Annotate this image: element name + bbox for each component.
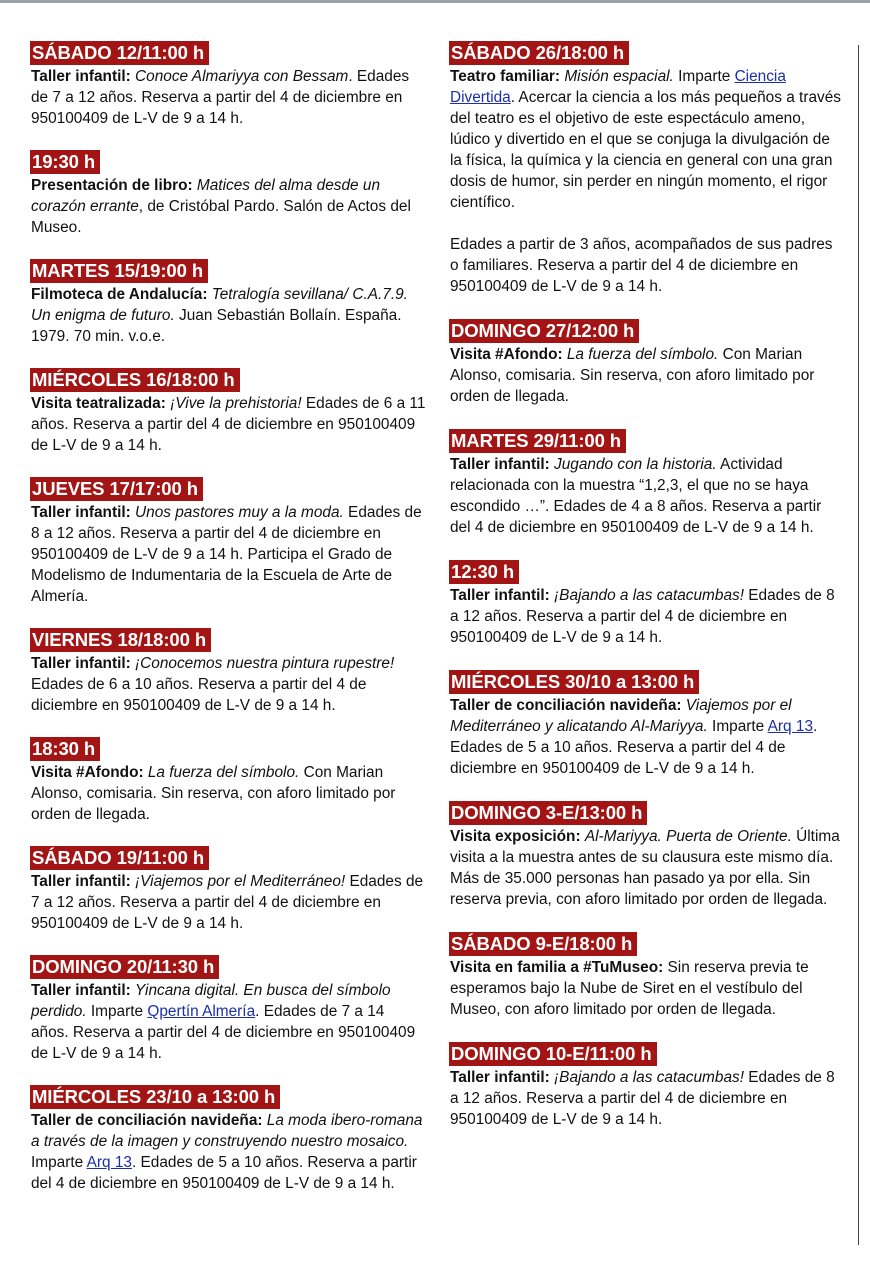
event-type-label: Taller infantil:	[450, 1069, 550, 1086]
event-description	[450, 344, 845, 407]
event-title: ¡Viajemos por el Mediterráneo!	[135, 873, 346, 890]
event-date-header: SÁBADO 26/18:00 h	[449, 41, 629, 65]
event-text: , de Cristóbal Pardo. Salón de Actos del Museo.	[31, 198, 411, 236]
event-date-header: SÁBADO 19/11:00 h	[30, 846, 209, 870]
event-paragraph	[31, 175, 426, 238]
event-type-label: Taller infantil:	[31, 982, 131, 999]
event-text: Imparte	[86, 1003, 148, 1020]
right-column	[450, 41, 845, 1152]
event-item	[450, 932, 845, 1020]
event-description	[31, 284, 426, 347]
event-item	[31, 955, 426, 1064]
event-text: Sin reserva previa te esperamos bajo la Nube de Siret en el vestíbulo del Museo, con aforo limitado por orden de llegada.	[450, 959, 809, 1018]
event-description	[450, 957, 845, 1020]
event-item	[31, 150, 426, 238]
event-date-header: DOMINGO 20/11:30 h	[30, 955, 219, 979]
event-date-header: SÁBADO 12/11:00 h	[30, 41, 209, 65]
event-paragraph	[31, 980, 426, 1064]
event-paragraph	[450, 585, 845, 648]
event-title: La fuerza del símbolo.	[147, 764, 300, 781]
event-paragraph	[31, 653, 426, 716]
event-type-label: Taller infantil:	[450, 587, 550, 604]
event-item	[450, 560, 845, 648]
event-text: Edades a partir de 3 años, acompañados de sus padres o familiares. Reserva a partir del 4 de diciembre en 950100409 de L-V de 9 a 14 h.	[450, 236, 833, 295]
event-item	[31, 628, 426, 716]
event-text: Imparte	[673, 68, 735, 85]
event-description	[450, 826, 845, 910]
event-type-label: Taller de conciliación navideña:	[450, 697, 682, 714]
column-rule	[858, 45, 859, 1245]
event-description	[31, 871, 426, 934]
event-text: Juan Sebastián Bollaín. España. 1979. 70 min. v.o.e.	[31, 307, 402, 345]
event-date-header: MIÉRCOLES 16/18:00 h	[30, 368, 240, 392]
event-type-label: Visita exposición:	[450, 828, 581, 845]
event-text: Edades de 6 a 11 años. Reserva a partir del 4 de diciembre en 950100409 de L-V de 9 a 14 h.	[31, 395, 426, 454]
event-description	[450, 454, 845, 538]
event-type-label: Visita teatralizada:	[31, 395, 166, 412]
event-description	[31, 1110, 426, 1194]
event-paragraph	[31, 1110, 426, 1194]
top-rule	[0, 0, 870, 3]
event-text: . Edades de 7 a 14 años. Reserva a partir del 4 de diciembre en 950100409 de L-V de 9 a 14 h.	[31, 1003, 416, 1062]
event-date-header: JUEVES 17/17:00 h	[30, 477, 203, 501]
event-description	[450, 695, 845, 779]
event-title: ¡Bajando a las catacumbas!	[554, 587, 744, 604]
event-text: Edades de 8 a 12 años. Reserva a partir del 4 de diciembre en 950100409 de L-V de 9 a 14 h.	[450, 587, 835, 646]
event-title: Conoce Almariyya con Bessam	[135, 68, 349, 85]
event-type-label: Taller de conciliación navideña:	[31, 1112, 263, 1129]
event-date-header: MIÉRCOLES 30/10 a 13:00 h	[449, 670, 699, 694]
event-date-header: 19:30 h	[30, 150, 100, 174]
event-text: Edades de 6 a 10 años. Reserva a partir del 4 de diciembre en 950100409 de L-V de 9 a 14 h.	[31, 676, 367, 714]
event-description	[31, 175, 426, 238]
event-title: Matices del alma desde un corazón errante	[31, 177, 381, 215]
event-text: Última visita a la muestra antes de su clausura este mismo día. Más de 35.000 personas han pasado ya por ella. Sin reserva previa, con aforo limitado por orden de llegada.	[450, 828, 840, 908]
link-arq-13[interactable]: Arq 13	[86, 1154, 132, 1171]
event-paragraph	[450, 826, 845, 910]
event-paragraph	[31, 871, 426, 934]
event-type-label: Visita #Afondo:	[31, 764, 144, 781]
event-type-label: Taller infantil:	[31, 68, 131, 85]
link-arq-13[interactable]: Arq 13	[767, 718, 814, 735]
event-item	[31, 846, 426, 934]
event-item	[450, 429, 845, 538]
event-item	[31, 737, 426, 825]
event-text: . Edades de 5 a 10 años. Reserva a partir del 4 de diciembre en 950100409 de L-V de 9 a 14 h.	[450, 718, 818, 777]
event-title: ¡Bajando a las catacumbas!	[554, 1069, 744, 1086]
event-paragraph	[450, 695, 845, 779]
event-item	[450, 41, 845, 297]
event-description	[31, 762, 426, 825]
event-paragraph	[31, 284, 426, 347]
event-text: Actividad relacionada con la muestra “1,2,3, el que no se haya escondido …”. Edades de 4 a 8 años. Reserva a partir del 4 de diciembre en 950100409 de L-V de 9 a 14 h.	[450, 456, 822, 536]
event-type-label: Filmoteca de Andalucía:	[31, 286, 208, 303]
event-title: Yincana digital. En busca del símbolo perdido.	[31, 982, 391, 1020]
event-description	[31, 66, 426, 129]
event-text: Imparte	[31, 1154, 87, 1171]
event-title: Unos pastores muy a la moda.	[135, 504, 344, 521]
event-description	[450, 1067, 845, 1130]
event-description	[450, 585, 845, 648]
event-item	[450, 670, 845, 779]
event-text: Con Marian Alonso, comisaria. Sin reserva, con aforo limitado por orden de llegada.	[450, 346, 815, 405]
event-description	[31, 502, 426, 607]
event-date-header: DOMINGO 3-E/13:00 h	[449, 801, 647, 825]
event-text: Edades de 8 a 12 años. Reserva a partir del 4 de diciembre en 950100409 de L-V de 9 a 14 h.	[450, 1069, 835, 1128]
event-type-label: Taller infantil:	[31, 504, 131, 521]
event-item	[450, 1042, 845, 1130]
event-paragraph	[31, 502, 426, 607]
event-title: Tetralogía sevillana/ C.A.7.9. Un enigma de futuro.	[31, 286, 408, 324]
event-item	[31, 477, 426, 607]
event-item	[31, 259, 426, 347]
event-description	[31, 653, 426, 716]
event-text: Edades de 7 a 12 años. Reserva a partir del 4 de diciembre en 950100409 de L-V de 9 a 14 h.	[31, 873, 424, 932]
event-item	[31, 368, 426, 456]
event-type-label: Presentación de libro:	[31, 177, 193, 194]
event-date-header: DOMINGO 10-E/11:00 h	[449, 1042, 657, 1066]
event-title: Viajemos por el Mediterráneo y alicatando Al-Mariyya.	[450, 697, 792, 735]
event-date-header: MARTES 15/19:00 h	[30, 259, 208, 283]
event-item	[450, 319, 845, 407]
event-paragraph	[450, 234, 845, 297]
event-paragraph	[450, 957, 845, 1020]
event-item	[31, 41, 426, 129]
event-date-header: SÁBADO 9-E/18:00 h	[449, 932, 637, 956]
event-description	[31, 980, 426, 1064]
event-text: Edades de 8 a 12 años. Reserva a partir del 4 de diciembre en 950100409 de L-V de 9 a 14 h. Participa el Grado de Modelismo de Indumentaria de la Escuela de Arte de Almería.	[31, 504, 422, 605]
event-paragraph	[450, 66, 845, 213]
event-paragraph	[31, 393, 426, 456]
event-title: Al-Mariyya. Puerta de Oriente.	[584, 828, 792, 845]
event-text: . Acercar la ciencia a los más pequeños a través del teatro es el objetivo de este espectáculo ameno, lúdico y divertido en el que se conjuga la divulgación de la física, la química y la ciencia en general con una gran dosis de humor, sin perder en ningún momento, el rigor científico.	[450, 89, 841, 211]
event-type-label: Visita #Afondo:	[450, 346, 563, 363]
event-description	[31, 393, 426, 456]
event-text: . Edades de 5 a 10 años. Reserva a partir del 4 de diciembre en 950100409 de L-V de 9 a 14 h.	[31, 1154, 417, 1192]
event-paragraph	[450, 1067, 845, 1130]
event-type-label: Teatro familiar:	[450, 68, 561, 85]
event-date-header: 12:30 h	[449, 560, 519, 584]
left-column	[31, 41, 426, 1215]
event-type-label: Visita en familia a #TuMuseo:	[450, 959, 664, 976]
event-date-header: VIERNES 18/18:00 h	[30, 628, 211, 652]
event-title: ¡Vive la prehistoria!	[170, 395, 302, 412]
event-date-header: MIÉRCOLES 23/10 a 13:00 h	[30, 1085, 280, 1109]
event-type-label: Taller infantil:	[450, 456, 550, 473]
event-date-header: 18:30 h	[30, 737, 100, 761]
event-title: Jugando con la historia.	[554, 456, 717, 473]
link-qpertin-almeria[interactable]: Qpertín Almería	[147, 1003, 256, 1020]
event-text: Imparte	[707, 718, 768, 735]
event-title: La fuerza del símbolo.	[566, 346, 719, 363]
event-description	[450, 66, 845, 297]
event-date-header: DOMINGO 27/12:00 h	[449, 319, 639, 343]
event-text: . Edades de 7 a 12 años. Reserva a partir del 4 de diciembre en 950100409 de L-V de 9 a 14 h.	[31, 68, 410, 127]
event-title: ¡Conocemos nuestra pintura rupestre!	[135, 655, 395, 672]
event-paragraph	[450, 344, 845, 407]
event-paragraph	[450, 454, 845, 538]
event-paragraph	[31, 762, 426, 825]
link-ciencia-divertida[interactable]: Ciencia Divertida	[450, 68, 786, 106]
event-title: Misión espacial.	[564, 68, 674, 85]
event-item	[31, 1085, 426, 1194]
event-type-label: Taller infantil:	[31, 655, 131, 672]
event-title: La moda ibero-romana a través de la imagen y construyendo nuestro mosaico.	[31, 1112, 423, 1150]
event-date-header: MARTES 29/11:00 h	[449, 429, 626, 453]
event-type-label: Taller infantil:	[31, 873, 131, 890]
event-text: Con Marian Alonso, comisaria. Sin reserva, con aforo limitado por orden de llegada.	[31, 764, 396, 823]
event-item	[450, 801, 845, 910]
event-paragraph	[31, 66, 426, 129]
